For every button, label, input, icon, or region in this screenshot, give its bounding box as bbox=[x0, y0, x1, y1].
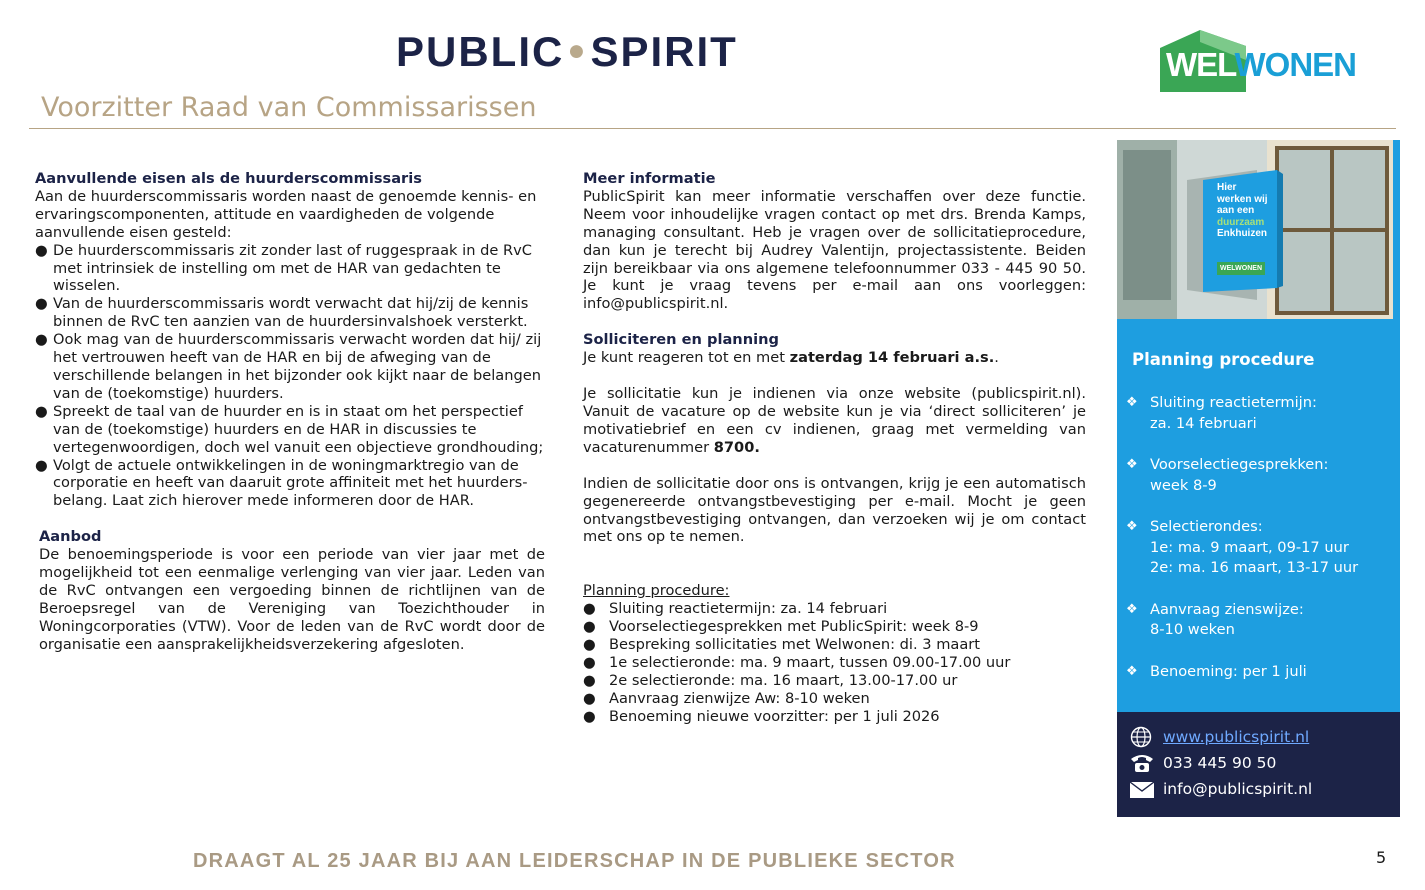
sidebar-item-line: Benoeming: per 1 juli bbox=[1150, 662, 1307, 680]
sidebar-item-line: Selectierondes: bbox=[1150, 518, 1263, 535]
sidebar-item bbox=[1126, 393, 1396, 434]
diamond-bullet-icon: ❖ bbox=[1126, 601, 1138, 617]
sidebar-item bbox=[1126, 662, 1396, 683]
footer-tagline: DRAAGT AL 25 JAAR BIJ AAN LEIDERSCHAP IN DE PUBLIEKE SECTOR bbox=[193, 850, 956, 872]
bullet-icon: ● bbox=[583, 618, 596, 636]
title-divider bbox=[29, 128, 1396, 129]
sidebar-item-line: Aanvraag zienswijze: bbox=[1150, 600, 1304, 618]
list-item bbox=[583, 600, 1086, 618]
sidebar-item-line: Voorselectiegesprekken: bbox=[1150, 456, 1329, 473]
photo-sign-line: Enkhuizen bbox=[1217, 228, 1268, 239]
building-photo bbox=[1117, 140, 1393, 319]
heading-apply: Solliciteren en planning bbox=[583, 331, 779, 349]
apply-website-text bbox=[583, 385, 1086, 457]
list-item-text: Sluiting reactietermijn: za. 14 februari bbox=[609, 600, 888, 618]
bullet-icon: ● bbox=[583, 671, 596, 689]
extra-requirements-intro: Aan de huurderscommissaris worden naast de genoemde kennis- en ervaringscomponenten, attitude en vaardigheden de volgende aanvullende eisen gesteld: bbox=[35, 187, 537, 241]
planning-list bbox=[583, 600, 1086, 725]
list-item bbox=[583, 672, 1086, 690]
apply-deadline-pre: Je kunt reageren tot en met bbox=[583, 349, 790, 367]
diamond-bullet-icon: ❖ bbox=[1126, 395, 1138, 410]
bullet-icon: ● bbox=[583, 653, 596, 671]
sidebar-item bbox=[1126, 455, 1396, 496]
logo-dot: ● bbox=[567, 34, 588, 67]
list-item-text: 1e selectieronde: ma. 9 maart, tussen 09.00-17.00 uur bbox=[609, 653, 1011, 671]
confirmation-text: Indien de sollicitatie door ons is ontvangen, krijg je een automatisch gegenereerde ontvangstbevestiging per e-mail. Mocht je geen ontvangstbevestiging ontvangen, dan verzoeken wij je om contact met ons op te nemen. bbox=[583, 474, 1086, 546]
list-item-text: Voorselectiegesprekken met PublicSpirit: week 8-9 bbox=[609, 618, 979, 636]
list-item-text: Ook mag van de huurderscommissaris verwacht worden dat hij/ zij het vertrouwen heeft van de HAR en bij de afweging van de verschillende belangen in het bijzonder ook kijkt naar de belangen van de (toekomstige) huurders. bbox=[53, 331, 542, 402]
logo-wel: WEL bbox=[1166, 46, 1235, 83]
sidebar-planning-list bbox=[1126, 393, 1396, 703]
sidebar-item bbox=[1126, 517, 1396, 579]
list-item-text: De huurderscommissaris zit zonder last of ruggespraak in de RvC met intrinsiek de instelling om met de HAR van gedachten te wisselen. bbox=[53, 241, 532, 295]
sidebar-item-line: week 8-9 bbox=[1150, 476, 1217, 494]
logo-word-spirit: SPIRIT bbox=[590, 28, 738, 75]
heading-offer: Aanbod bbox=[39, 528, 102, 546]
extra-requirements-list bbox=[35, 242, 545, 511]
bullet-icon: ● bbox=[35, 402, 48, 420]
contact-email-row bbox=[1129, 778, 1312, 800]
heading-extra-requirements: Aanvullende eisen als de huurderscommissaris bbox=[35, 170, 422, 187]
list-item-text: Aanvraag zienwijze Aw: 8-10 weken bbox=[609, 689, 870, 707]
email-address: info@publicspirit.nl bbox=[1163, 780, 1313, 798]
globe-icon bbox=[1129, 726, 1155, 748]
diamond-bullet-icon: ❖ bbox=[1126, 663, 1138, 679]
list-item-text: Bespreking sollicitaties met Welwonen: di. 3 maart bbox=[609, 636, 981, 654]
list-item-text: Volgt de actuele ontwikkelingen in de woningmarktregio van de corporatie en heeft van daaruit grote affiniteit met het huurders-belang. Laat zich hierover mede informeren door de HAR. bbox=[53, 456, 528, 510]
diamond-bullet-icon: ❖ bbox=[1126, 519, 1138, 534]
sidebar-item bbox=[1126, 600, 1396, 641]
sidebar-item-line: 2e: ma. 16 maart, 13-17 uur bbox=[1150, 559, 1359, 576]
list-item bbox=[583, 618, 1086, 636]
welwonen-logo bbox=[1160, 26, 1360, 96]
apply-deadline-post: . bbox=[994, 349, 999, 367]
bullet-icon: ● bbox=[583, 707, 596, 725]
planning-heading: Planning procedure: bbox=[583, 582, 730, 600]
list-item bbox=[35, 403, 545, 457]
apply-website-body: Je sollicitatie kun je indienen via onze website (publicspirit.nl). Vanuit de vacature op de website kun je via ‘direct solliciteren’ je motivatiebrief en een cv indienen, graag met vermelding van vacaturenummer bbox=[583, 385, 1086, 456]
offer-text: De benoemingsperiode is voor een periode van vier jaar met de mogelijkheid tot een eenmalige verlenging van vier jaar. Leden van de RvC ontvangen een vergoeding binnen de richtlijnen van de Beroepsregel van de Vereniging van Toezichthouder in Woningcorporaties (VTW). Voor de leden van de RvC wordt door de organisatie een aansprakelijkheidsverzekering afgesloten. bbox=[39, 546, 545, 653]
list-item bbox=[583, 708, 1086, 726]
middle-column bbox=[583, 170, 1086, 726]
more-info-text: PublicSpirit kan meer informatie verschaffen over deze functie. Neem voor inhoudelijke vragen contact op met drs. Brenda Kamps, managing consultant. Heb je vragen over de sollicitatieprocedure, dan kun je terecht bij Audrey Valentijn, projectassistente. Beiden zijn bereikbaar via ons algemene telefoonnummer 033 - 445 90 50. Je kunt je vraag tevens per e-mail aan ons voorleggen: info@publicspirit.nl. bbox=[583, 187, 1086, 313]
photo-sign-logo: WELWONEN bbox=[1217, 262, 1265, 276]
bullet-icon: ● bbox=[35, 295, 48, 313]
list-item-text: 2e selectieronde: ma. 16 maart, 13.00-17.00 ur bbox=[609, 671, 958, 689]
photo-sign-line: aan een bbox=[1217, 205, 1255, 216]
sidebar-title: Planning procedure bbox=[1132, 350, 1315, 369]
website-link[interactable]: www.publicspirit.nl bbox=[1163, 728, 1310, 746]
publicspirit-logo bbox=[396, 28, 738, 76]
bullet-icon: ● bbox=[35, 331, 48, 349]
vacancy-number: 8700. bbox=[713, 438, 760, 456]
bullet-icon: ● bbox=[583, 636, 596, 654]
photo-sign-line: werken wij bbox=[1217, 193, 1268, 205]
welwonen-logo-text bbox=[1166, 46, 1356, 84]
list-item bbox=[583, 654, 1086, 672]
page-title: Voorzitter Raad van Commissarissen bbox=[41, 92, 537, 123]
list-item bbox=[583, 636, 1086, 654]
heading-more-info: Meer informatie bbox=[583, 170, 716, 187]
sidebar-item-line: Sluiting reactietermijn: bbox=[1150, 394, 1317, 411]
list-item bbox=[583, 690, 1086, 708]
bullet-icon: ● bbox=[35, 241, 48, 259]
envelope-icon bbox=[1129, 778, 1155, 800]
telephone-icon bbox=[1129, 752, 1155, 774]
contact-website-row bbox=[1129, 726, 1309, 748]
list-item-text: Spreekt de taal van de huurder en is in staat om het perspectief van de (toekomstige) huurders en de HAR in discussies te vertegenwoordigen, doch wel vanuit een objectieve grondhouding; bbox=[53, 402, 544, 456]
contact-box bbox=[1117, 712, 1400, 817]
photo-sign-line: duurzaam bbox=[1217, 216, 1265, 228]
sidebar-item-line: 1e: ma. 9 maart, 09-17 uur bbox=[1150, 538, 1349, 556]
diamond-bullet-icon: ❖ bbox=[1126, 457, 1138, 472]
photo-sign-line: Hier bbox=[1217, 182, 1237, 193]
sidebar-item-line: za. 14 februari bbox=[1150, 414, 1257, 432]
contact-phone-row bbox=[1129, 752, 1276, 774]
list-item bbox=[35, 457, 545, 511]
bullet-icon: ● bbox=[35, 456, 48, 474]
photo-sign-text bbox=[1217, 182, 1268, 275]
sidebar-item-line: 8-10 weken bbox=[1150, 621, 1235, 638]
apply-deadline bbox=[583, 349, 1086, 367]
left-column bbox=[35, 170, 545, 654]
list-item bbox=[35, 242, 545, 296]
bullet-icon: ● bbox=[583, 689, 596, 707]
page-number: 5 bbox=[1376, 848, 1387, 867]
logo-wonen: WONEN bbox=[1234, 46, 1356, 83]
list-item-text: Benoeming nieuwe voorzitter: per 1 juli 2026 bbox=[609, 707, 940, 725]
logo-word-public: PUBLIC bbox=[396, 28, 565, 75]
list-item bbox=[35, 295, 545, 331]
list-item bbox=[35, 331, 545, 403]
apply-deadline-date: zaterdag 14 februari a.s. bbox=[789, 349, 995, 367]
list-item-text: Van de huurderscommissaris wordt verwacht dat hij/zij de kennis binnen de RvC ten aanzien van de huurdersinvalshoek versterkt. bbox=[53, 295, 529, 331]
phone-number: 033 445 90 50 bbox=[1163, 754, 1277, 772]
bullet-icon: ● bbox=[583, 600, 596, 618]
